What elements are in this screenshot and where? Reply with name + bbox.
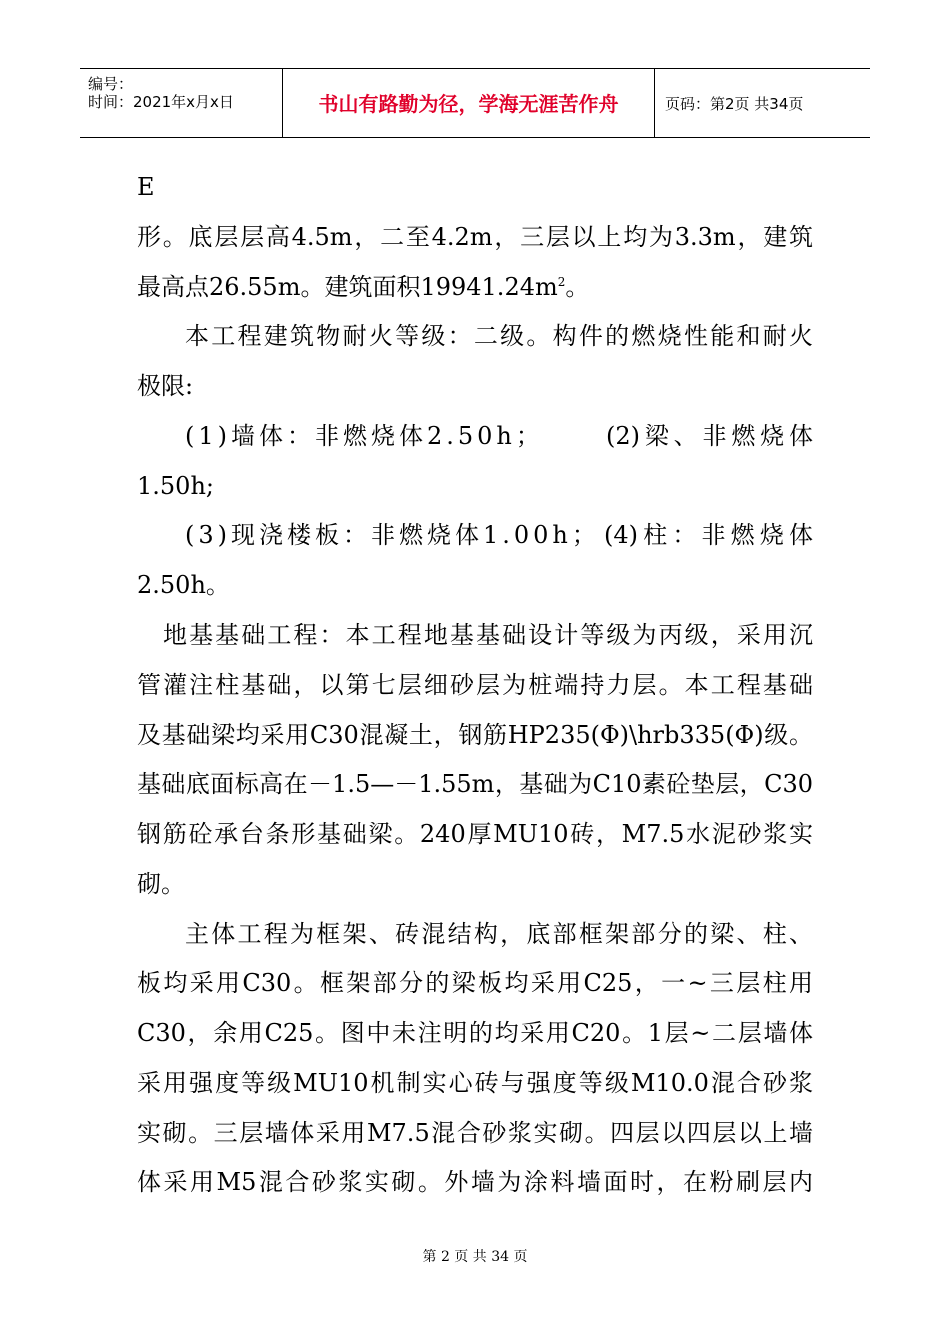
text-line: 本工程建筑物耐火等级：二级。构件的燃烧性能和耐火: [185, 322, 813, 350]
text-span: 最高点26.55m。建筑面积19941.24m: [137, 273, 558, 301]
date-label: 时间：2021年x月x日: [88, 93, 234, 111]
text-line: 管灌注柱基础，以第七层细砂层为桩端持力层。本工程基础: [137, 671, 813, 699]
text-line: 极限:: [137, 372, 194, 400]
text-line: (3)现浇楼板：非燃烧体1.00h；: [185, 521, 600, 549]
text-line: 实砌。三层墙体采用M7.5混合砂浆实砌。四层以四层以上墙: [137, 1119, 813, 1147]
header-motto: 书山有路勤为径，学海无涯苦作舟: [283, 69, 655, 137]
header-meta-cell: [80, 69, 283, 137]
text-span: 。: [565, 273, 590, 301]
text-line: 地基基础工程：本工程地基基础设计等级为丙级，采用沉: [163, 621, 813, 649]
text-line: (4)柱：非燃烧体: [604, 521, 813, 549]
text-line: 2.50h。: [137, 571, 230, 599]
text-line: 钢筋砼承台条形基础梁。240厚MU10砖，M7.5水泥砂浆实: [137, 820, 813, 848]
number-label: 编号：: [88, 75, 134, 93]
text-line: E: [137, 173, 155, 201]
text-line: 主体工程为框架、砖混结构，底部框架部分的梁、柱、: [185, 920, 813, 948]
header-page-label: 页码：第2页 共34页: [665, 95, 804, 113]
text-line: 1.50h;: [137, 472, 214, 500]
text-line: 砌。: [137, 870, 185, 898]
text-line: C30，余用C25。图中未注明的均采用C20。1层~二层墙体: [137, 1019, 813, 1047]
text-line: 形。底层层高4.5m，二至4.2m，三层以上均为3.3m，建筑: [137, 223, 813, 251]
text-line: 及基础梁均采用C30混凝土，钢筋HP235(Φ)\hrb335(Φ)级。: [137, 721, 813, 749]
text-line: 板均采用C30。框架部分的梁板均采用C25，一~三层柱用: [137, 969, 813, 997]
text-line: 体采用M5混合砂浆实砌。外墙为涂料墙面时，在粉刷层内: [137, 1168, 813, 1196]
superscript: 2: [557, 275, 566, 289]
text-line: [137, 272, 589, 302]
page-footer: 第 2 页 共 34 页: [422, 1249, 528, 1265]
text-line: 采用强度等级MU10机制实心砖与强度等级M10.0混合砂浆: [137, 1069, 813, 1097]
text-line: 基础底面标高在－1.5—－1.55m，基础为C10素砼垫层，C30: [137, 770, 813, 798]
page-header: [80, 68, 870, 138]
text-line: (2)梁、非燃烧体: [606, 422, 813, 450]
text-line: (1)墙体：非燃烧体2.50h；: [185, 422, 544, 450]
